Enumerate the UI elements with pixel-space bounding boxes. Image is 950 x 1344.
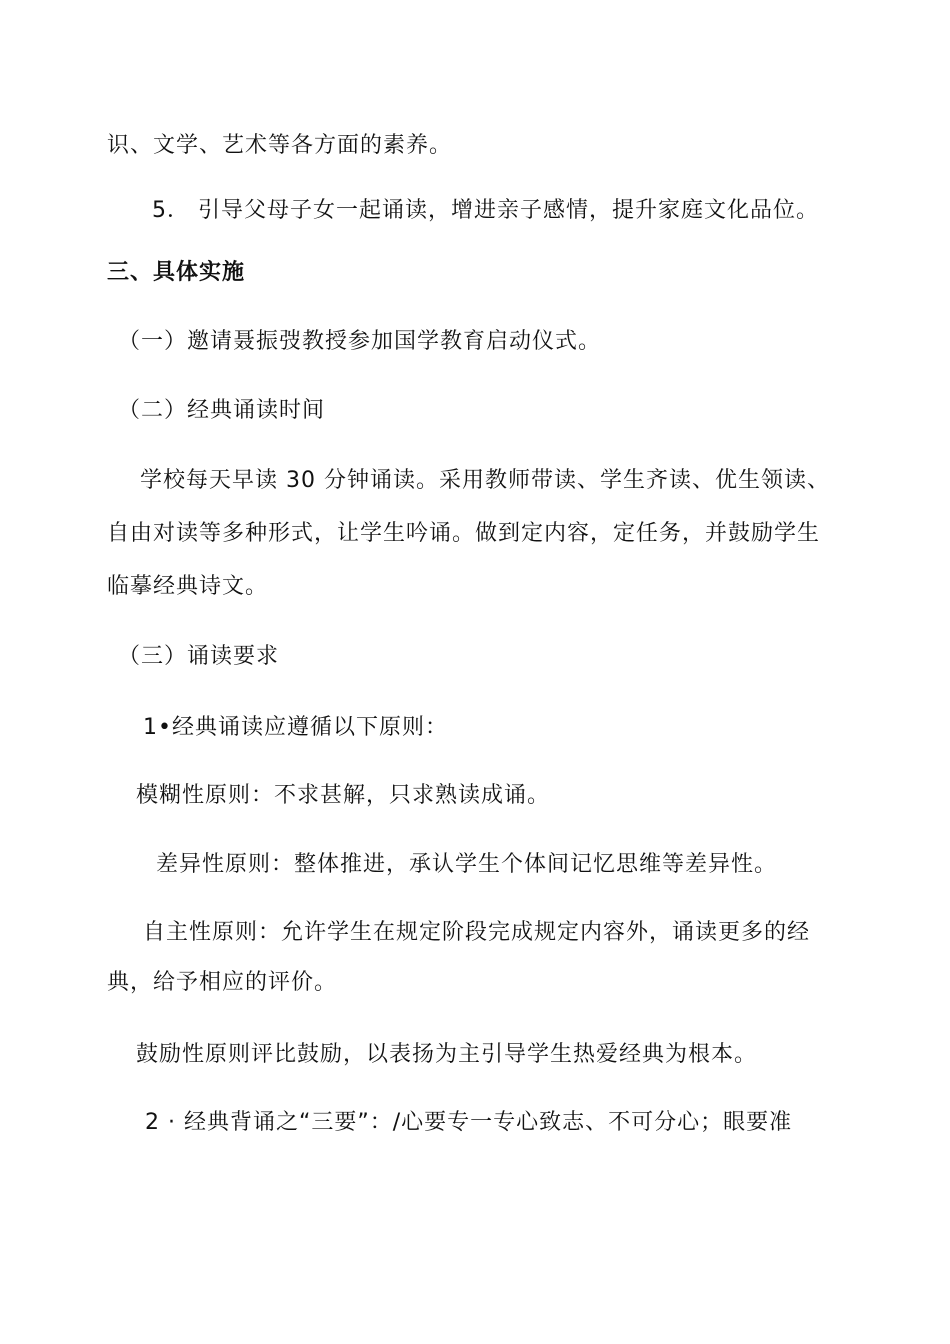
paragraph-line: 典，给予相应的评价。	[107, 970, 338, 995]
list-item-1: 1•经典诵读应遵循以下原则：	[143, 715, 448, 740]
paragraph-line: 自由对读等多种形式，让学生吟诵。做到定内容，定任务，并鼓励学生	[107, 521, 821, 546]
subsection-heading: （三）诵读要求	[118, 644, 280, 669]
list-item-5: 5． 引导父母子女一起诵读，增进亲子感情，提升家庭文化品位。	[152, 198, 819, 223]
paragraph-line: 临摹经典诗文。	[107, 574, 269, 599]
section-heading: 三、具体实施	[107, 260, 246, 285]
principle-line: 自主性原则：允许学生在规定阶段完成规定内容外，诵读更多的经	[143, 920, 811, 945]
list-item-2: 2 · 经典背诵之“三要”：/心要专一专心致志、不可分心；眼要准	[145, 1110, 793, 1135]
subsection-heading: （一）邀请聂振弢教授参加国学教育启动仪式。	[118, 329, 602, 354]
principle-line: 差异性原则：整体推进，承认学生个体间记忆思维等差异性。	[156, 852, 778, 877]
subsection-heading: （二）经典诵读时间	[118, 398, 326, 423]
principle-line: 模糊性原则：不求甚解，只求熟读成诵。	[136, 783, 551, 808]
paragraph-line: 学校每天早读 30 分钟诵读。采用教师带读、学生齐读、优生领读、	[140, 468, 830, 493]
principle-line: 鼓励性原则评比鼓励，以表扬为主引导学生热爱经典为根本。	[136, 1042, 758, 1067]
paragraph-line: 识、文学、艺术等各方面的素养。	[107, 133, 453, 158]
